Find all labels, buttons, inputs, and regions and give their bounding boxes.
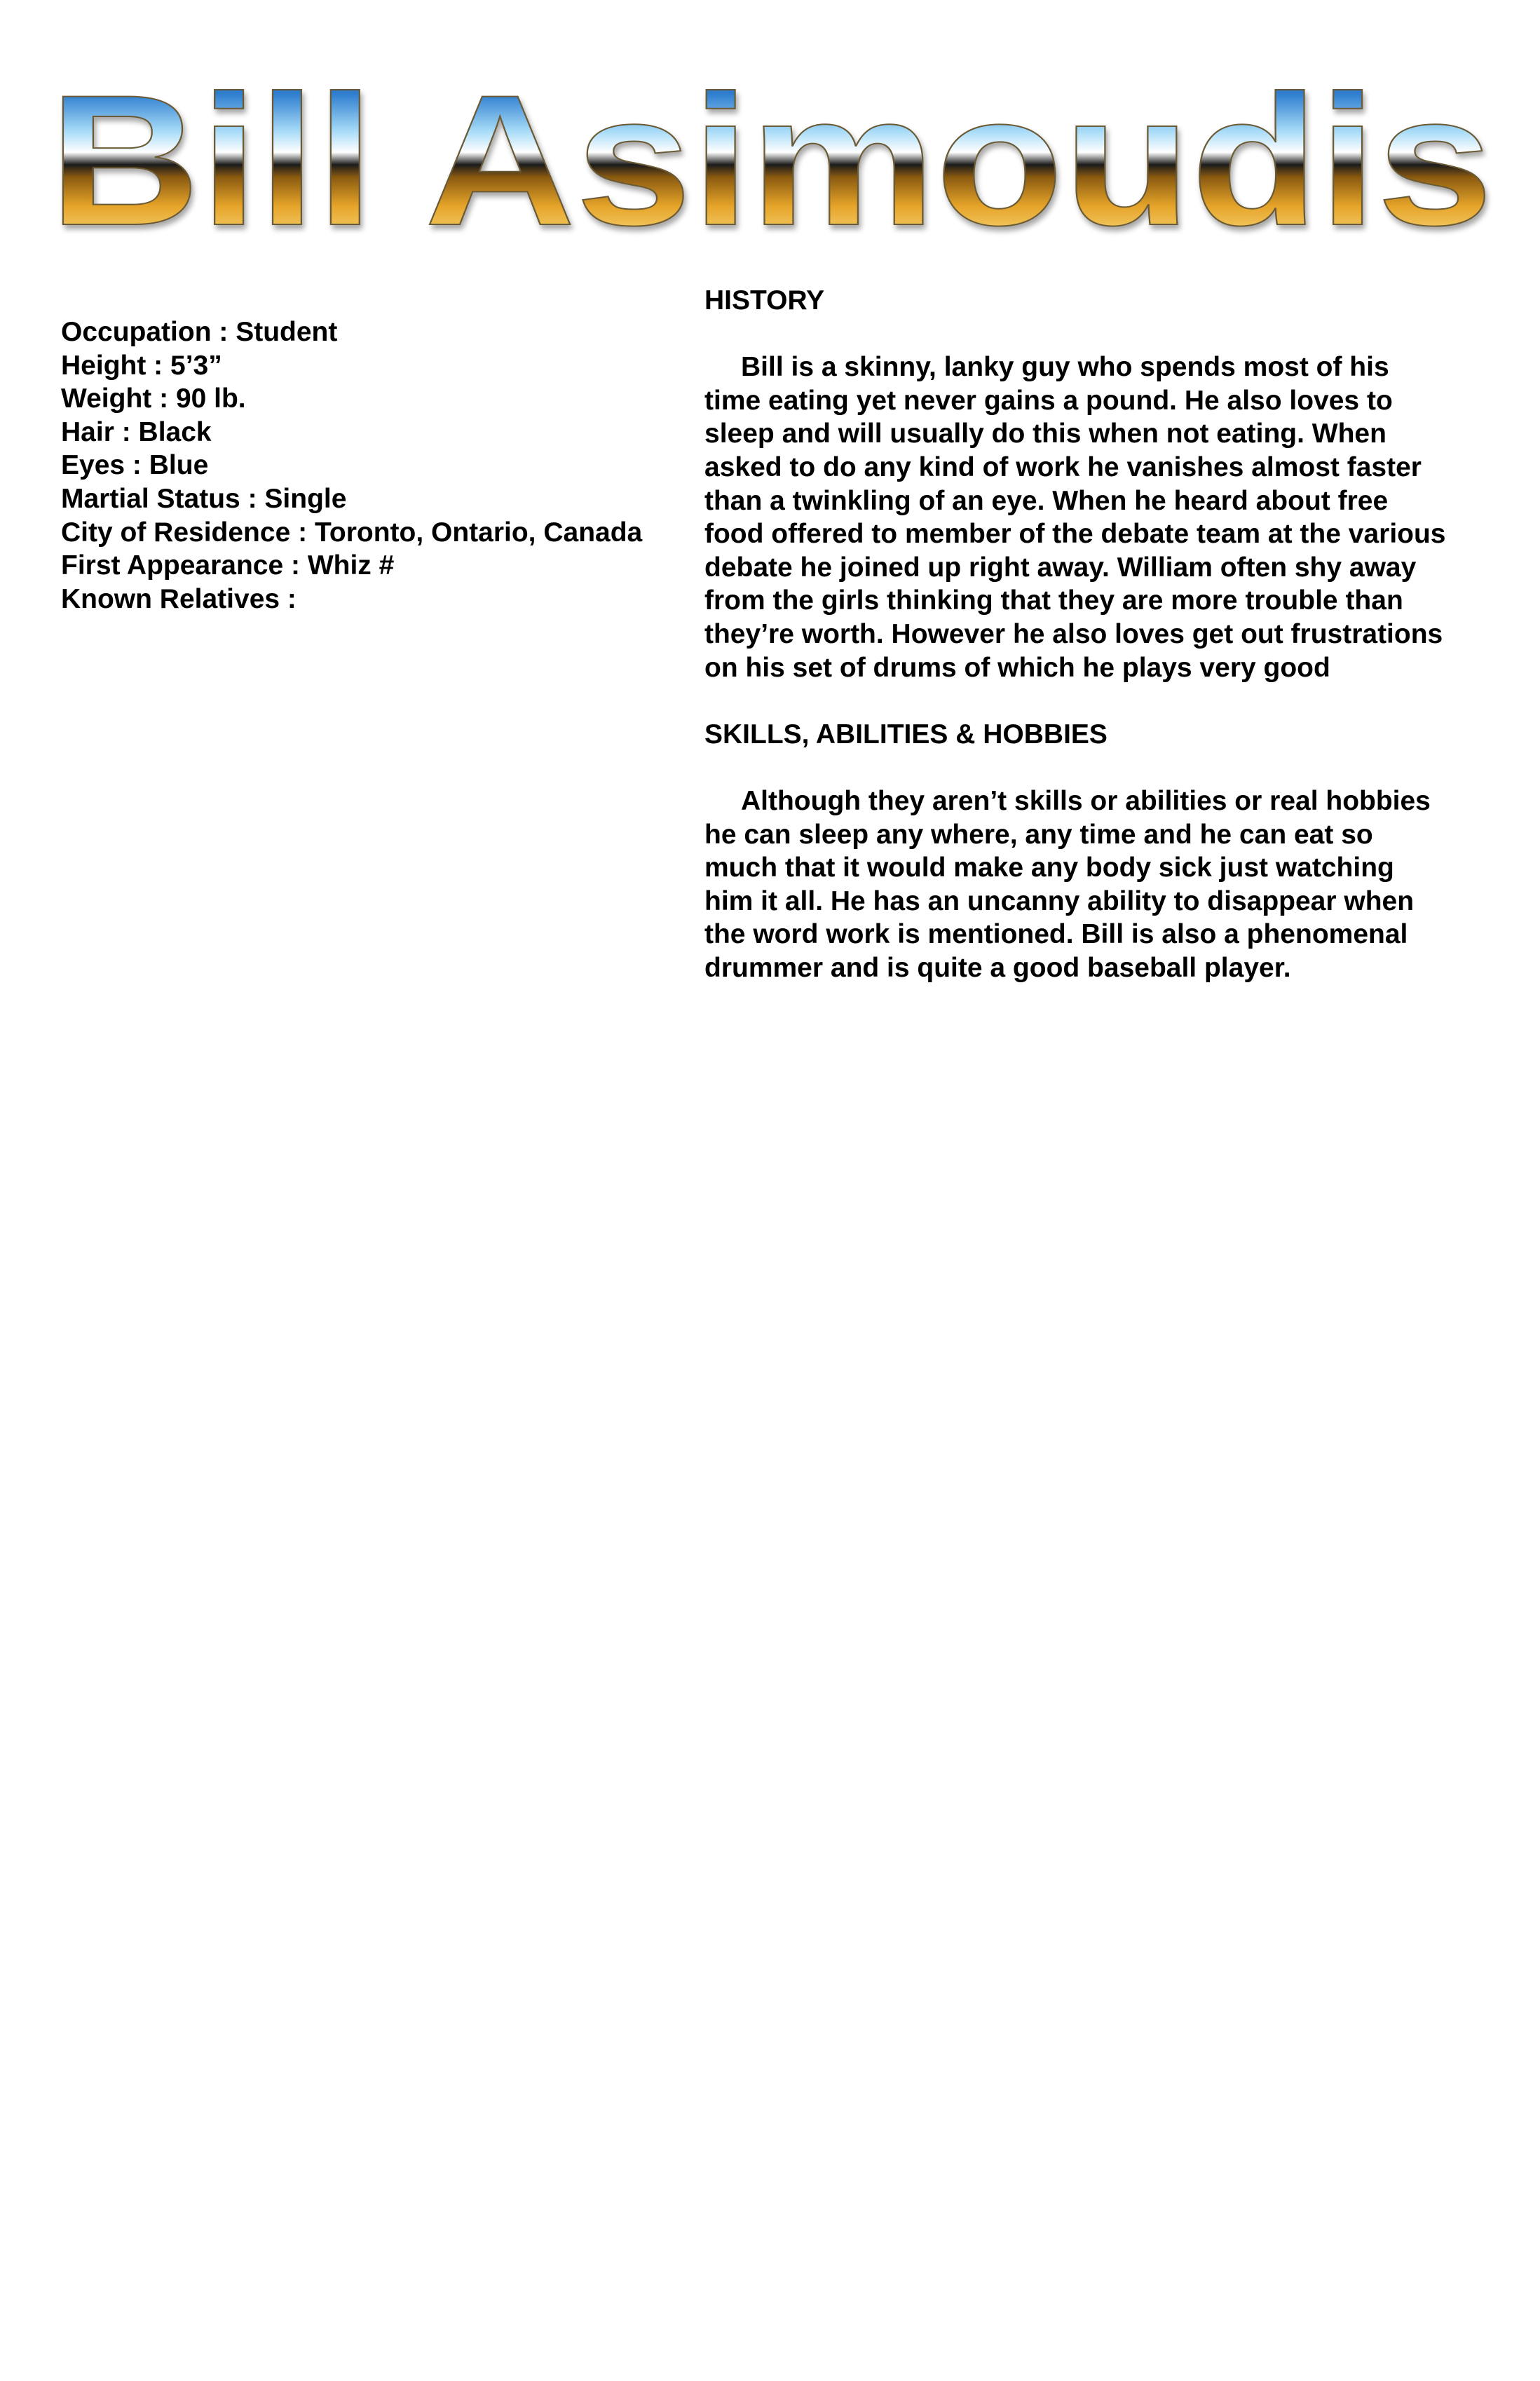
stat-value: 5’3” [170, 350, 222, 381]
skills-line: he can sleep any where, any time and he can eat so [704, 819, 1373, 850]
history-line: sleep and will usually do this when not eating. When [704, 419, 1386, 449]
stat-row [61, 482, 664, 516]
stat-label: Eyes [61, 450, 125, 481]
stat-value: Student [236, 317, 338, 347]
title-graphic [35, 67, 1507, 249]
stat-value: Black [138, 416, 212, 447]
stat-label: Weight [61, 384, 152, 414]
skills-paragraph [704, 785, 1490, 985]
stat-row [61, 549, 664, 583]
skills-line: drummer and is quite a good baseball player. [704, 952, 1291, 983]
stat-row [61, 316, 664, 349]
stat-separator: : [151, 384, 176, 414]
history-line: food offered to member of the debate team at the various [704, 519, 1446, 550]
history-line: than a twinkling of an eye. When he heard about free [704, 485, 1389, 516]
skills-line: much that it would make any body sick just watching [704, 853, 1394, 883]
skills-line: the word work is mentioned. Bill is also a phenomenal [704, 919, 1408, 950]
stat-separator: : [114, 416, 139, 447]
stat-separator: : [125, 450, 149, 481]
history-paragraph [704, 351, 1490, 684]
stat-value: Blue [149, 450, 209, 481]
stat-row [61, 382, 664, 416]
stat-label: First Appearance [61, 550, 284, 581]
history-line: from the girls thinking that they are more trouble than [704, 585, 1403, 616]
stat-label: Hair [61, 416, 114, 447]
history-line: asked to do any kind of work he vanishes almost faster [704, 452, 1422, 482]
stat-label: Known Relatives [61, 583, 280, 614]
stat-separator: : [280, 583, 297, 614]
skills-line: him it all. He has an uncanny ability to disappear when [704, 886, 1415, 916]
skills-heading: SKILLS, ABILITIES & HOBBIES [704, 719, 1108, 749]
stat-row [61, 516, 664, 550]
stat-row [61, 449, 664, 482]
history-line: time eating yet never gains a pound. He also loves to [704, 385, 1393, 416]
skills-line: Although they aren’t skills or abilities or real hobbies [741, 785, 1431, 816]
stat-separator: : [283, 550, 308, 581]
stat-separator: : [240, 483, 265, 514]
history-line: debate he joined up right away. William often shy away [704, 552, 1417, 583]
stat-row [61, 349, 664, 383]
history-line: Bill is a skinny, lanky guy who spends most of his [741, 352, 1389, 383]
stat-separator: : [146, 350, 170, 381]
stat-value: Single [264, 483, 347, 514]
bio-column [704, 284, 1490, 984]
history-line: they’re worth. However he also loves get out frustrations [704, 618, 1443, 649]
stats-list [61, 316, 664, 616]
stat-value: Whiz # [307, 550, 395, 581]
stat-row [61, 583, 664, 616]
page-title: Bill Asimoudis [49, 67, 1493, 249]
stat-label: Occupation [61, 317, 212, 347]
history-heading: HISTORY [704, 285, 825, 316]
stat-separator: : [211, 317, 236, 347]
stat-separator: : [290, 517, 315, 548]
stat-value: 90 lb. [175, 384, 246, 414]
stat-label: Height [61, 350, 146, 381]
history-line: on his set of drums of which he plays very good [704, 652, 1330, 683]
stat-value: Toronto, Ontario, Canada [314, 517, 643, 548]
title-banner [35, 67, 1507, 249]
stat-row [61, 416, 664, 449]
stat-label: Martial Status [61, 483, 240, 514]
stat-label: City of Residence [61, 517, 291, 548]
